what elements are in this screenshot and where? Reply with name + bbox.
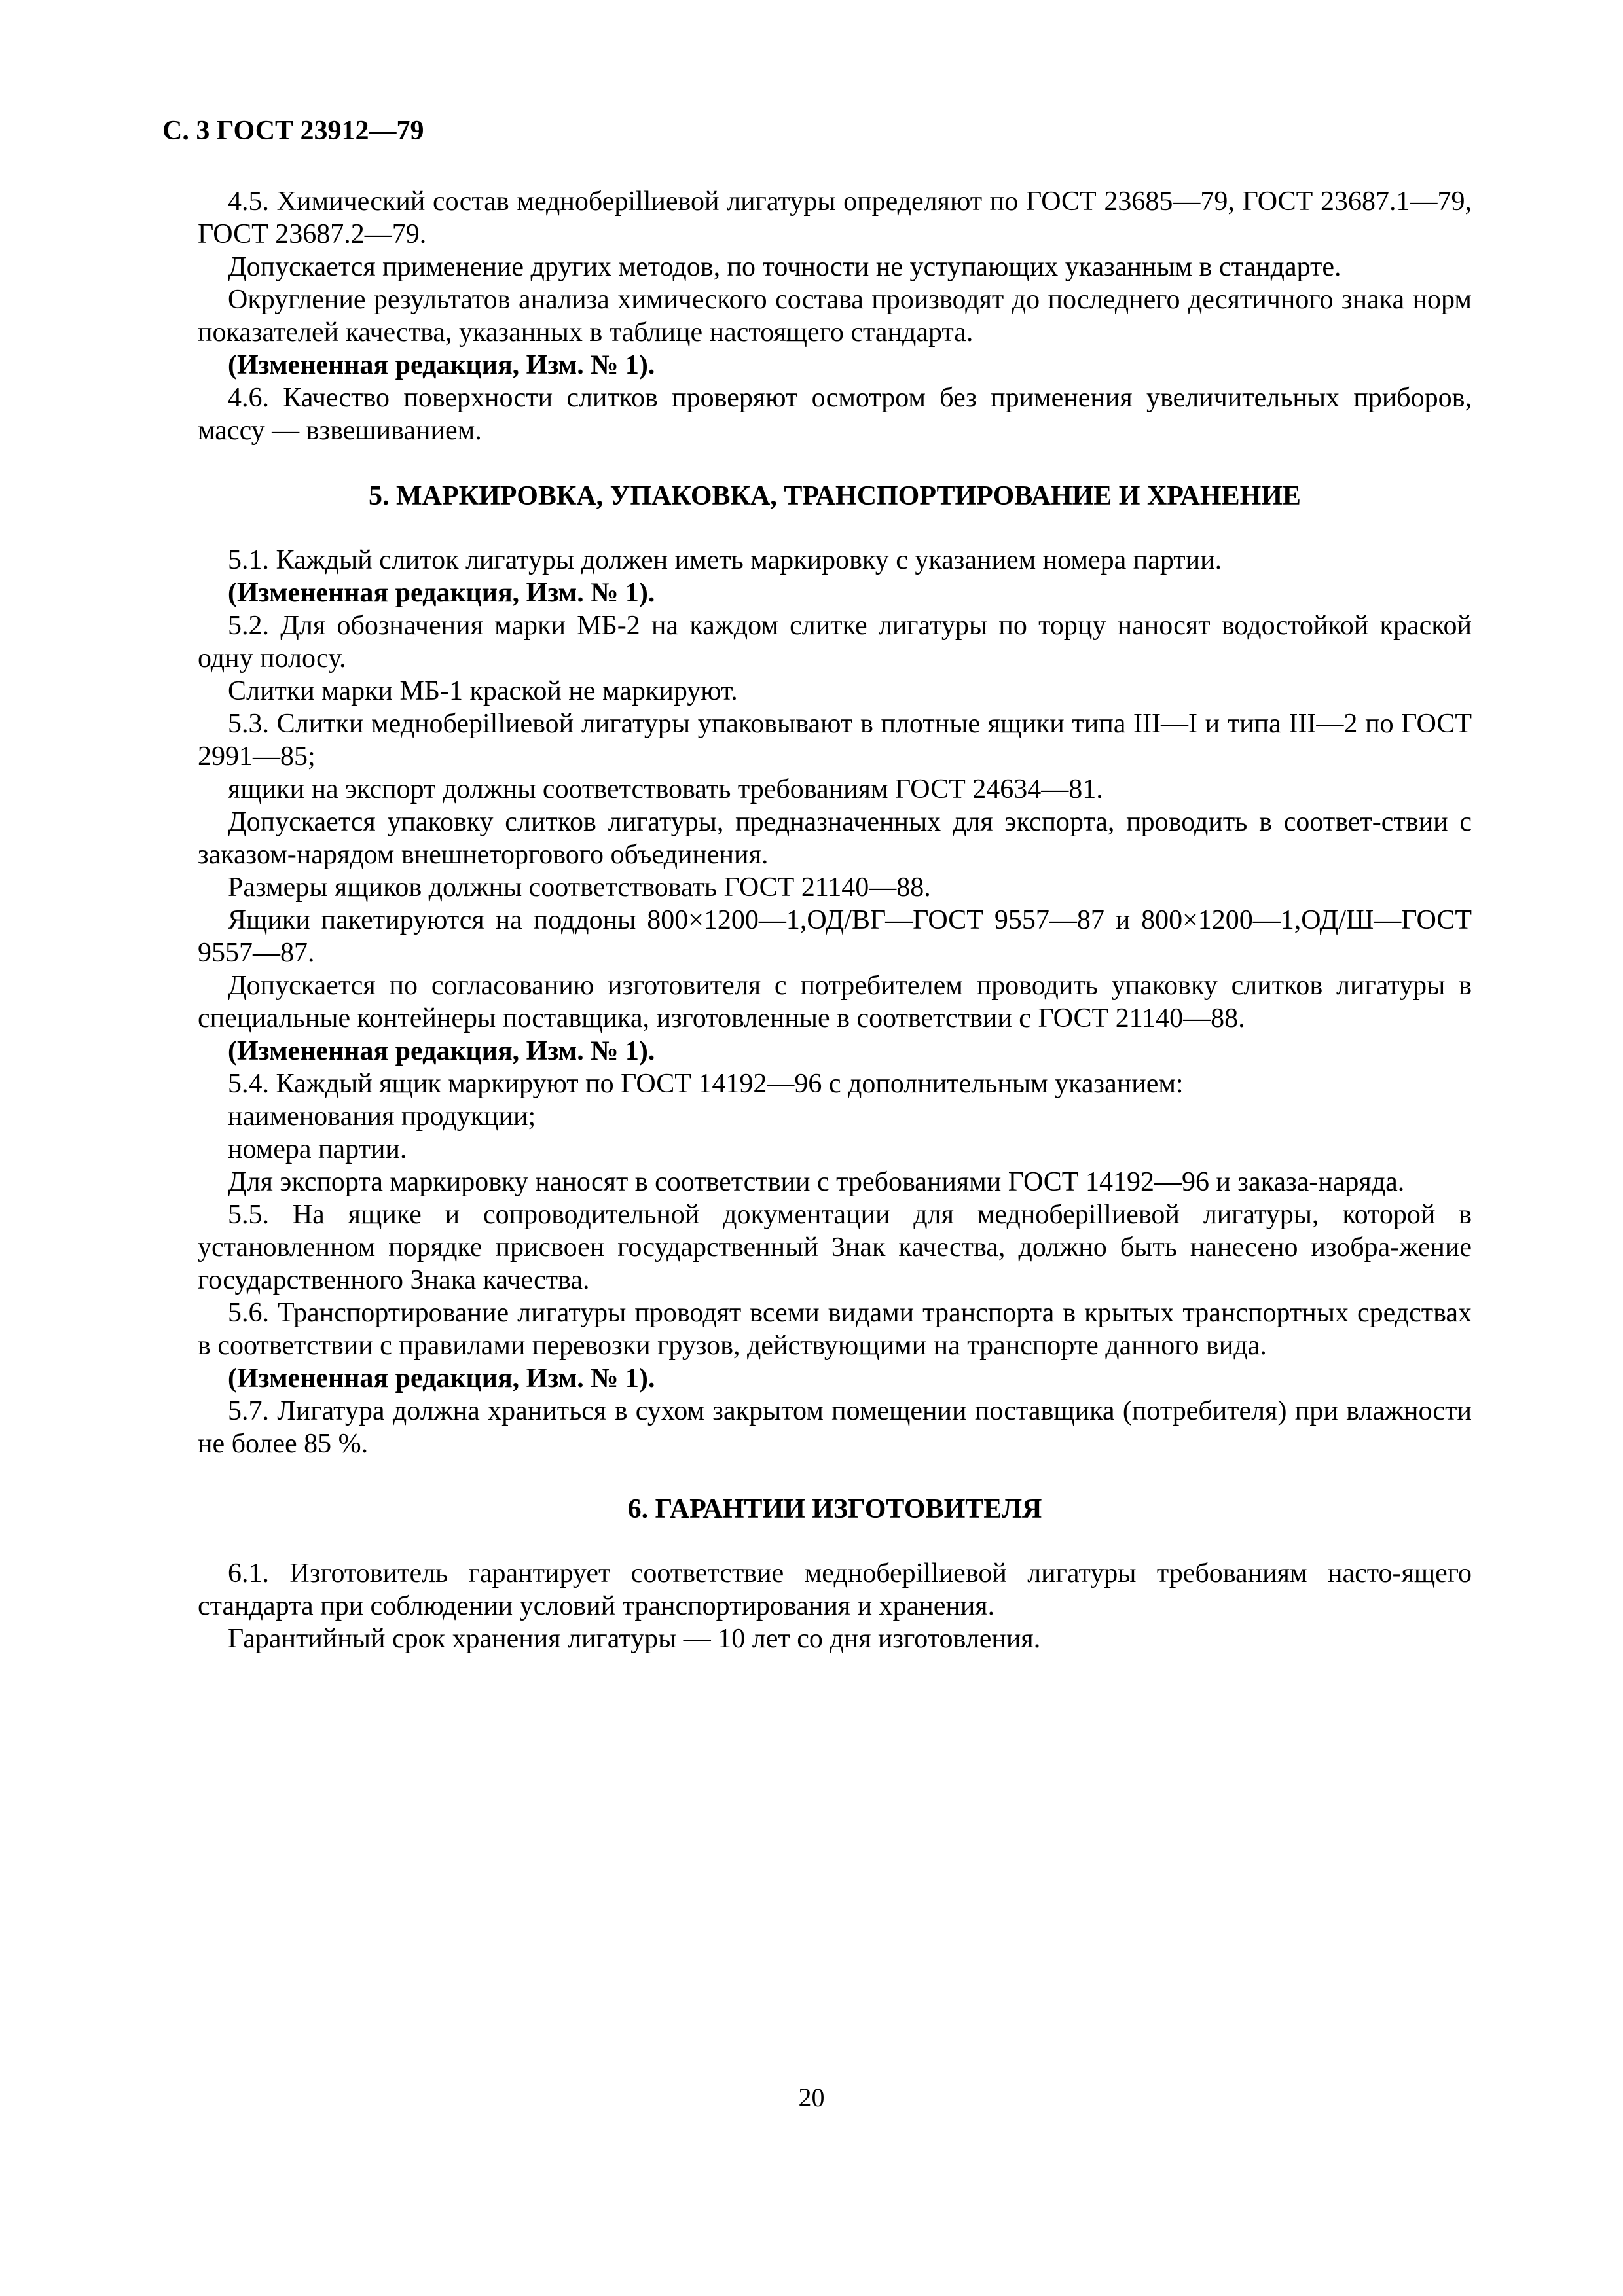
paragraph: 5.1. Каждый слиток лигатуры должен иметь маркировку с указанием номера партии. [228, 545, 1222, 575]
body-content [198, 185, 1472, 1655]
paragraph: 5.4. Каждый ящик маркируют по ГОСТ 14192—96 с дополнительным указанием: [228, 1069, 1184, 1099]
paragraph: Слитки марки МБ-1 краской не маркируют. [228, 676, 738, 706]
paragraph: Округление результатов анализа химического состава производят до последнего десятичного знака норм показателей качества, указанных в таблице настоящего стандарта. [198, 285, 1472, 348]
paragraph: Допускается применение других методов, по точности не уступающих указанным в стандарте. [228, 252, 1341, 282]
paragraph: Допускается по согласованию изготовителя с потребителем проводить упаковку слитков лигатуры в специальные контейнеры поставщика, изготовленные в соответствии с ГОСТ 21140—88. [198, 971, 1472, 1033]
paragraph: 5.7. Лигатура должна храниться в сухом закрытом помещении поставщика (потребителя) при влажности не более 85 %. [198, 1396, 1472, 1459]
running-head: С. 3 ГОСТ 23912—79 [162, 116, 424, 146]
paragraph: 4.5. Химический состав медноберillиевой лигатуры определяют по ГОСТ 23685—79, ГОСТ 23687.1—79, ГОСТ 23687.2—79. [198, 187, 1472, 249]
paragraph: 5.2. Для обозначения марки МБ-2 на каждом слитке лигатуры по торцу наносят водостойкой краской одну полосу. [198, 611, 1472, 673]
amendment-note: (Измененная редакция, Изм. № 1). [228, 578, 655, 608]
paragraph: 5.6. Транспортирование лигатуры проводят всеми видами транспорта в крытых транспортных средствах в соответствии с правилами перевозки грузов, действующими на транспорте данного вида. [198, 1298, 1472, 1361]
paragraph: наименования продукции; [228, 1102, 536, 1132]
paragraph: 4.6. Качество поверхности слитков проверяют осмотром без применения увеличительных приборов, массу — взвешиванием. [198, 383, 1472, 446]
paragraph: Для экспорта маркировку наносят в соответствии с требованиями ГОСТ 14192—96 и заказа-наряда. [228, 1167, 1405, 1197]
paragraph: 5.3. Слитки медноберillиевой лигатуры упаковывают в плотные ящики типа III—I и типа III—2 по ГОСТ 2991—85; [198, 709, 1472, 772]
section-5-body [198, 544, 1472, 1460]
section-6-body [198, 1557, 1472, 1655]
paragraph: Размеры ящиков должны соответствовать ГОСТ 21140—88. [228, 872, 931, 903]
paragraph: Гарантийный срок хранения лигатуры — 10 лет со дня изготовления. [228, 1624, 1041, 1654]
page-number: 20 [798, 2083, 825, 2112]
amendment-note: (Измененная редакция, Изм. № 1). [228, 350, 655, 380]
amendment-note: (Измененная редакция, Изм. № 1). [228, 1363, 655, 1393]
paragraph: Ящики пакетируются на поддоны 800×1200—1,ОД/ВГ—ГОСТ 9557—87 и 800×1200—1,ОД/Ш—ГОСТ 9557—87. [198, 905, 1472, 968]
section-4-continued [198, 185, 1472, 447]
section-5-heading: 5. МАРКИРОВКА, УПАКОВКА, ТРАНСПОРТИРОВАНИЕ И ХРАНЕНИЕ [369, 481, 1301, 511]
paragraph: 5.5. На ящике и сопроводительной документации для медноберillиевой лигатуры, которой в установленном порядке присвоен государственный Знак качества, должно быть нанесено изобра-жение государственного Знака качества. [198, 1200, 1472, 1295]
paragraph: ящики на экспорт должны соответствовать требованиям ГОСТ 24634—81. [228, 774, 1103, 804]
amendment-note: (Измененная редакция, Изм. № 1). [228, 1036, 655, 1066]
paragraph: Допускается упаковку слитков лигатуры, предназначенных для экспорта, проводить в соответ-ствии с заказом-нарядом внешнеторгового объединения. [198, 807, 1472, 870]
paragraph: номера партии. [228, 1134, 407, 1164]
section-6-heading: 6. ГАРАНТИИ ИЗГОТОВИТЕЛЯ [627, 1494, 1042, 1524]
paragraph: 6.1. Изготовитель гарантирует соответствие медноберillиевой лигатуры требованиям насто-ящего стандарта при соблюдении условий транспортирования и хранения. [198, 1558, 1472, 1621]
